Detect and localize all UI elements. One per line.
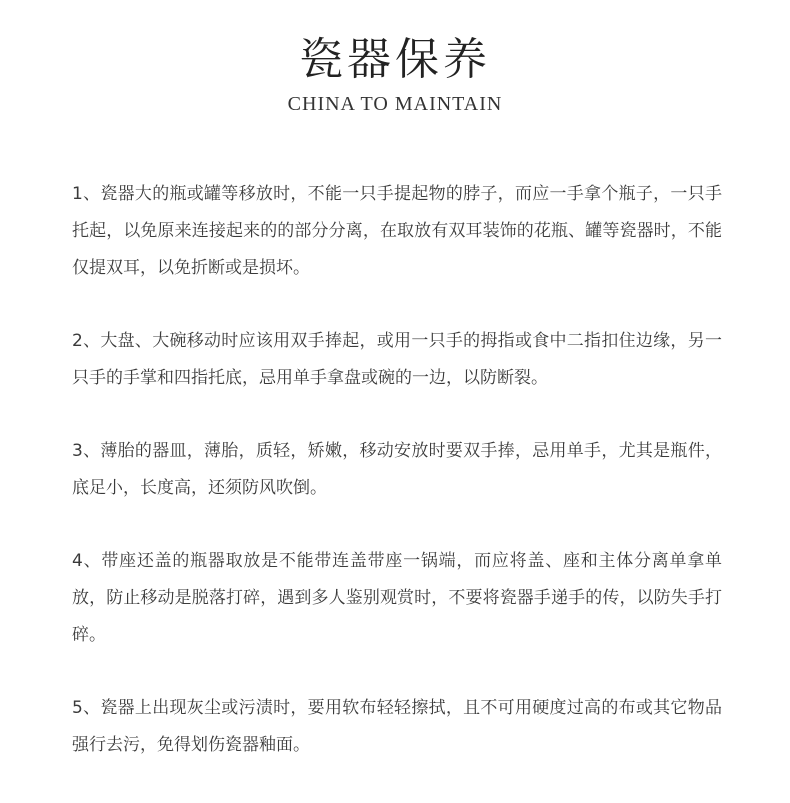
instruction-paragraph-2: 2、大盘、大碗移动时应该用双手捧起，或用一只手的拇指或食中二指扣住边缘，另一只手的手掌和四指托底，忌用单手拿盘或碗的一边，以防断裂。 bbox=[72, 331, 722, 388]
page-subtitle: CHINA TO MAINTAIN bbox=[287, 93, 503, 115]
care-instructions bbox=[72, 176, 722, 800]
page-title: 瓷器保养 bbox=[299, 34, 491, 85]
instruction-paragraph-1: 1、瓷器大的瓶或罐等移放时，不能一只手提起物的脖子，而应一手拿个瓶子，一只手托起，以免原来连接起来的的部分分离，在取放有双耳装饰的花瓶、罐等瓷器时，不能仅提双耳，以免折断或是损坏。 bbox=[72, 184, 722, 278]
instruction-paragraph-3: 3、薄胎的器皿，薄胎，质轻，矫嫩，移动安放时要双手捧，忌用单手，尤其是瓶件，底足小，长度高，还须防风吹倒。 bbox=[72, 441, 722, 498]
instruction-paragraph-4: 4、带座还盖的瓶器取放是不能带连盖带座一锅端，而应将盖、座和主体分离单拿单放，防止移动是脱落打碎，遇到多人鉴别观赏时，不要将瓷器手递手的传，以防失手打碎。 bbox=[72, 551, 722, 645]
instruction-paragraph-5: 5、瓷器上出现灰尘或污渍时，要用软布轻轻擦拭，且不可用硬度过高的布或其它物品强行去污，免得划伤瓷器釉面。 bbox=[72, 698, 722, 755]
